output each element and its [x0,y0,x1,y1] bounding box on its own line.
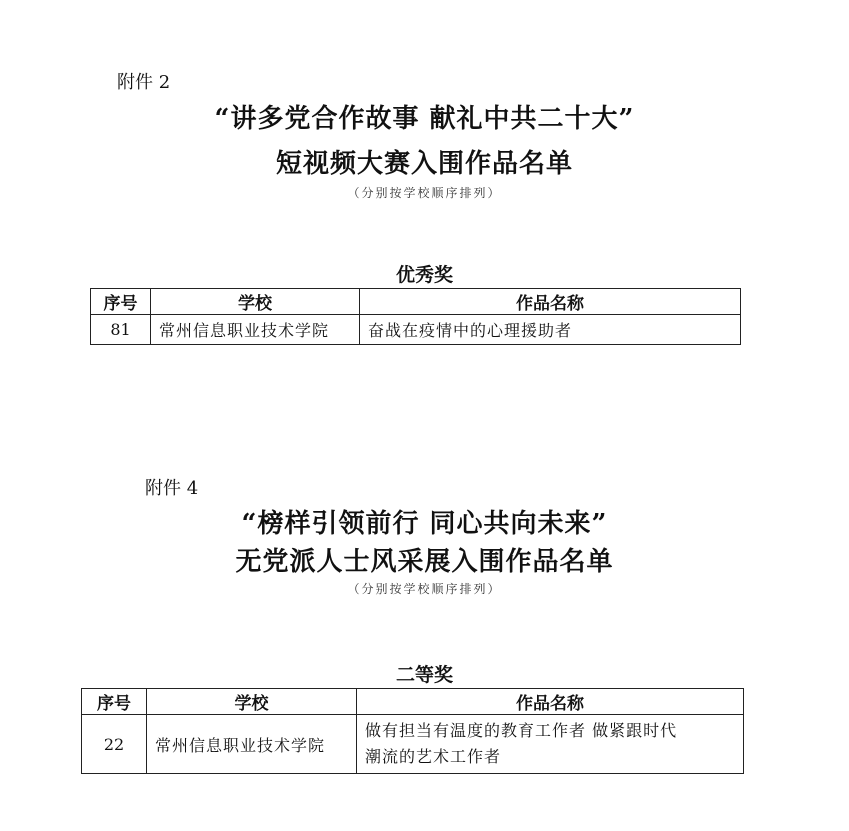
table-header-row [91,289,741,315]
attachment-label-2: 附件 2 [117,72,171,93]
work-name-line1: 做有担当有温度的教育工作者 做紧跟时代 [365,721,678,740]
section2-title-line1: “榜样引领前行 同心共向未来” [241,509,608,539]
section2-note: （分别按学校顺序排列） [347,582,502,596]
section1-award-title: 优秀奖 [395,264,453,286]
section1-note: （分别按学校顺序排列） [347,186,502,200]
table-row [91,315,741,345]
table-header-row [82,689,744,715]
cell-school: 常州信息职业技术学院 [147,715,357,774]
section2-award-title: 二等奖 [395,664,453,686]
section2-table [81,688,744,774]
cell-school: 常州信息职业技术学院 [151,315,360,345]
header-number: 序号 [91,289,151,315]
header-school: 学校 [151,289,360,315]
table-row [82,715,744,774]
attachment-label-4: 附件 4 [145,478,199,499]
header-work-name: 作品名称 [357,689,744,715]
header-work-name: 作品名称 [360,289,741,315]
cell-work-name: 奋战在疫情中的心理援助者 [360,315,741,345]
section1-table [90,288,741,345]
section1-title-line1: “讲多党合作故事 献礼中共二十大” [214,104,635,134]
section1-title-line2: 短视频大赛入围作品名单 [275,149,573,179]
cell-work-name [357,715,744,774]
header-school: 学校 [147,689,357,715]
work-name-line2: 潮流的艺术工作者 [365,747,502,766]
section2-title-line2: 无党派人士风采展入围作品名单 [235,547,614,577]
cell-number: 81 [91,315,151,345]
cell-number: 22 [82,715,147,774]
header-number: 序号 [82,689,147,715]
